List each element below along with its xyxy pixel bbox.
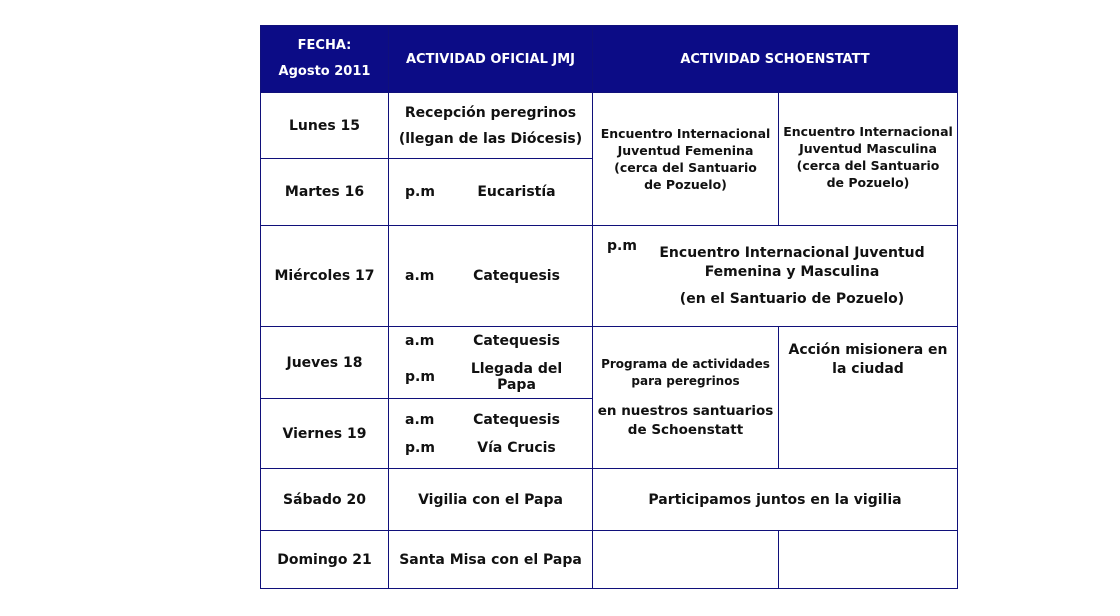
jmj-text: Eucaristía bbox=[477, 184, 556, 200]
jmj-cell bbox=[389, 327, 593, 399]
row-lunes-15 bbox=[261, 93, 958, 159]
day-cell: Sábado 20 bbox=[261, 469, 389, 531]
sch-text: Juventud Masculina bbox=[799, 141, 937, 156]
header-jmj: ACTIVIDAD OFICIAL JMJ bbox=[389, 26, 593, 93]
jmj-cell bbox=[389, 226, 593, 327]
time-tag: p.m bbox=[405, 184, 435, 200]
jmj-text: Catequesis bbox=[473, 411, 560, 428]
sch-text: (cerca del Santuario bbox=[614, 160, 757, 175]
header-fecha-value: Agosto 2011 bbox=[278, 64, 371, 79]
time-tag: p.m bbox=[405, 368, 435, 385]
day-cell: Martes 16 bbox=[261, 159, 389, 226]
schoenstatt-programa-cell bbox=[593, 327, 779, 469]
sch-text: Programa de actividades bbox=[601, 356, 770, 371]
jmj-text: Llegada del Papa bbox=[470, 360, 563, 393]
schoenstatt-mision-cell bbox=[779, 327, 958, 469]
empty-cell bbox=[779, 531, 958, 589]
sch-text: Encuentro Internacional Juventud bbox=[659, 244, 925, 261]
schoenstatt-encuentro-cell bbox=[593, 226, 958, 327]
empty-cell bbox=[593, 531, 779, 589]
header-row bbox=[261, 26, 958, 93]
sch-text: Juventud Femenina bbox=[617, 143, 754, 158]
sch-text: la ciudad bbox=[832, 361, 904, 377]
day-cell: Miércoles 17 bbox=[261, 226, 389, 327]
jmj-text: Catequesis bbox=[473, 268, 560, 284]
sch-text: para peregrinos bbox=[631, 373, 740, 388]
sch-text: Femenina y Masculina bbox=[704, 263, 880, 280]
schoenstatt-masculina-cell bbox=[779, 93, 958, 226]
time-tag: a.m bbox=[405, 411, 435, 428]
sch-text: Acción misionera en bbox=[788, 342, 948, 358]
row-domingo-21 bbox=[261, 531, 958, 589]
jmj-cell bbox=[389, 399, 593, 469]
header-fecha bbox=[261, 26, 389, 93]
header-schoenstatt: ACTIVIDAD SCHOENSTATT bbox=[593, 26, 958, 93]
schedule-table bbox=[260, 25, 958, 589]
schoenstatt-femenina-cell bbox=[593, 93, 779, 226]
row-sabado-20 bbox=[261, 469, 958, 531]
sch-text: Encuentro Internacional bbox=[783, 124, 953, 139]
sch-text: (en el Santuario de Pozuelo) bbox=[679, 290, 905, 307]
jmj-cell: Vigilia con el Papa bbox=[389, 469, 593, 531]
sch-text: Encuentro Internacional bbox=[600, 126, 771, 141]
sch-text: de Pozuelo) bbox=[644, 177, 727, 192]
day-cell: Lunes 15 bbox=[261, 93, 389, 159]
jmj-text: Recepción peregrinos bbox=[404, 104, 577, 121]
sch-text: de Schoenstatt bbox=[627, 421, 744, 438]
sch-text: (cerca del Santuario bbox=[796, 158, 940, 173]
time-tag: a.m bbox=[405, 332, 435, 349]
header-fecha-label: FECHA: bbox=[297, 38, 352, 53]
time-tag: p.m bbox=[607, 237, 637, 254]
sch-text: en nuestros santuarios bbox=[597, 402, 774, 419]
sch-text: de Pozuelo) bbox=[826, 175, 910, 190]
row-jueves-18 bbox=[261, 327, 958, 399]
day-cell: Domingo 21 bbox=[261, 531, 389, 589]
time-tag: p.m bbox=[405, 439, 435, 456]
time-tag: a.m bbox=[405, 268, 435, 284]
jmj-text: Catequesis bbox=[473, 332, 560, 349]
jmj-text: (llegan de las Diócesis) bbox=[398, 130, 583, 147]
day-cell: Viernes 19 bbox=[261, 399, 389, 469]
row-miercoles-17 bbox=[261, 226, 958, 327]
jmj-cell bbox=[389, 159, 593, 226]
day-cell: Jueves 18 bbox=[261, 327, 389, 399]
jmj-cell: Santa Misa con el Papa bbox=[389, 531, 593, 589]
schoenstatt-vigilia-cell: Participamos juntos en la vigilia bbox=[593, 469, 958, 531]
jmj-text: Vía Crucis bbox=[477, 439, 556, 456]
jmj-cell bbox=[389, 93, 593, 159]
